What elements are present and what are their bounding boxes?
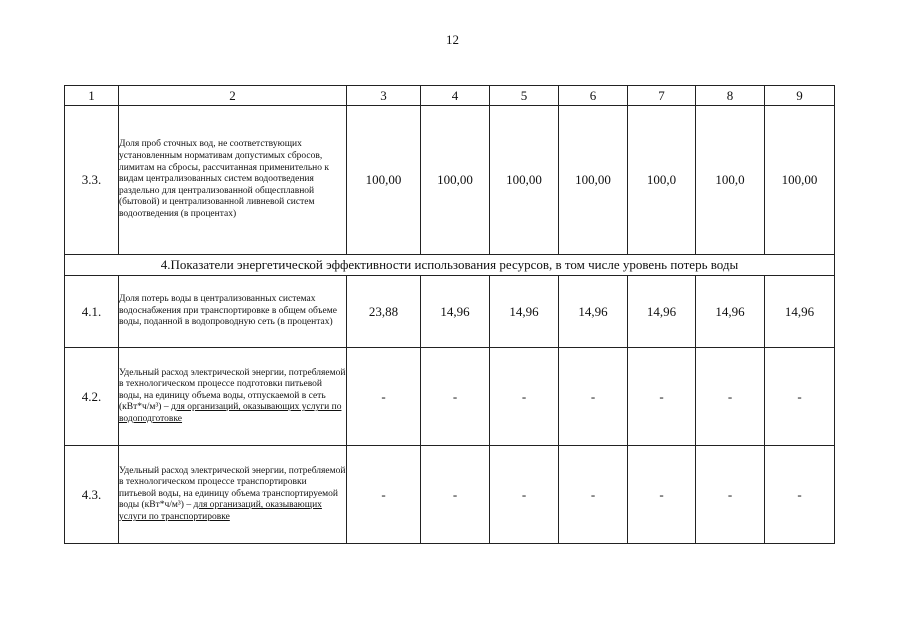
column-header: 2 (119, 86, 347, 106)
value-cell: 14,96 (765, 276, 835, 348)
indicators-table (64, 85, 835, 544)
value-cell: - (628, 348, 696, 446)
value-cell: 100,00 (559, 106, 628, 255)
column-header: 6 (559, 86, 628, 106)
description-underlined-text: для организаций, оказывающих услуги по водоподготовке (119, 402, 342, 424)
section-row (65, 255, 835, 276)
value-cell: - (421, 348, 490, 446)
description-text: Доля проб сточных вод, не соответствующих установленным нормативам допустимых сбросов, лимитам на сбросы, рассчитанная применительно к видам централизованных систем водоотведения раздельно для централизованной общесплавной (бытовой) и централизованной ливневой систем водоотведения (в процентах) (119, 139, 329, 219)
column-header: 7 (628, 86, 696, 106)
section-title: 4.Показатели энергетической эффективности использования ресурсов, в том числе уровень потерь воды (65, 255, 835, 276)
value-cell: 100,00 (347, 106, 421, 255)
value-cell: - (696, 446, 765, 544)
column-header: 1 (65, 86, 119, 106)
table-row (65, 446, 835, 544)
description-text: Удельный расход электрической энергии, потребляемой в технологическом процессе подготовки питьевой воды, на единицу объема воды, отпускаемой в сеть (кВт*ч/м³) – (119, 367, 346, 413)
value-cell: - (696, 348, 765, 446)
value-cell: 100,00 (421, 106, 490, 255)
value-cell: - (628, 446, 696, 544)
value-cell: - (347, 348, 421, 446)
description-text: Удельный расход электрической энергии, потребляемой в технологическом процессе транспортировки питьевой воды, на единицу объема транспортируемой воды (кВт*ч/м³) – (119, 465, 346, 511)
value-cell: 14,96 (559, 276, 628, 348)
value-cell: - (490, 348, 559, 446)
row-number: 3.3. (65, 106, 119, 255)
row-number: 4.2. (65, 348, 119, 446)
value-cell: 100,0 (628, 106, 696, 255)
column-header: 5 (490, 86, 559, 106)
value-cell: 23,88 (347, 276, 421, 348)
value-cell: 14,96 (628, 276, 696, 348)
column-header: 3 (347, 86, 421, 106)
row-description (119, 106, 347, 255)
column-header: 4 (421, 86, 490, 106)
page-number: 12 (446, 32, 459, 47)
table-row (65, 276, 835, 348)
row-description (119, 348, 347, 446)
column-header: 9 (765, 86, 835, 106)
value-cell: 100,00 (490, 106, 559, 255)
header-row (65, 86, 835, 106)
value-cell: - (347, 446, 421, 544)
row-number: 4.3. (65, 446, 119, 544)
value-cell: - (421, 446, 490, 544)
description-text: Доля потерь воды в централизованных системах водоснабжения при транспортировке в общем объеме воды, поданной в водопроводную сеть (в процентах) (119, 294, 337, 328)
value-cell: - (559, 348, 628, 446)
value-cell: - (765, 348, 835, 446)
row-description (119, 276, 347, 348)
value-cell: - (490, 446, 559, 544)
value-cell: 100,0 (696, 106, 765, 255)
table-row (65, 106, 835, 255)
value-cell: 14,96 (696, 276, 765, 348)
row-number: 4.1. (65, 276, 119, 348)
value-cell: - (765, 446, 835, 544)
table-row (65, 348, 835, 446)
value-cell: 14,96 (490, 276, 559, 348)
column-header: 8 (696, 86, 765, 106)
value-cell: - (559, 446, 628, 544)
value-cell: 100,00 (765, 106, 835, 255)
row-description (119, 446, 347, 544)
description-underlined-text: для организаций, оказывающих услуги по транспортировке (119, 500, 322, 522)
value-cell: 14,96 (421, 276, 490, 348)
